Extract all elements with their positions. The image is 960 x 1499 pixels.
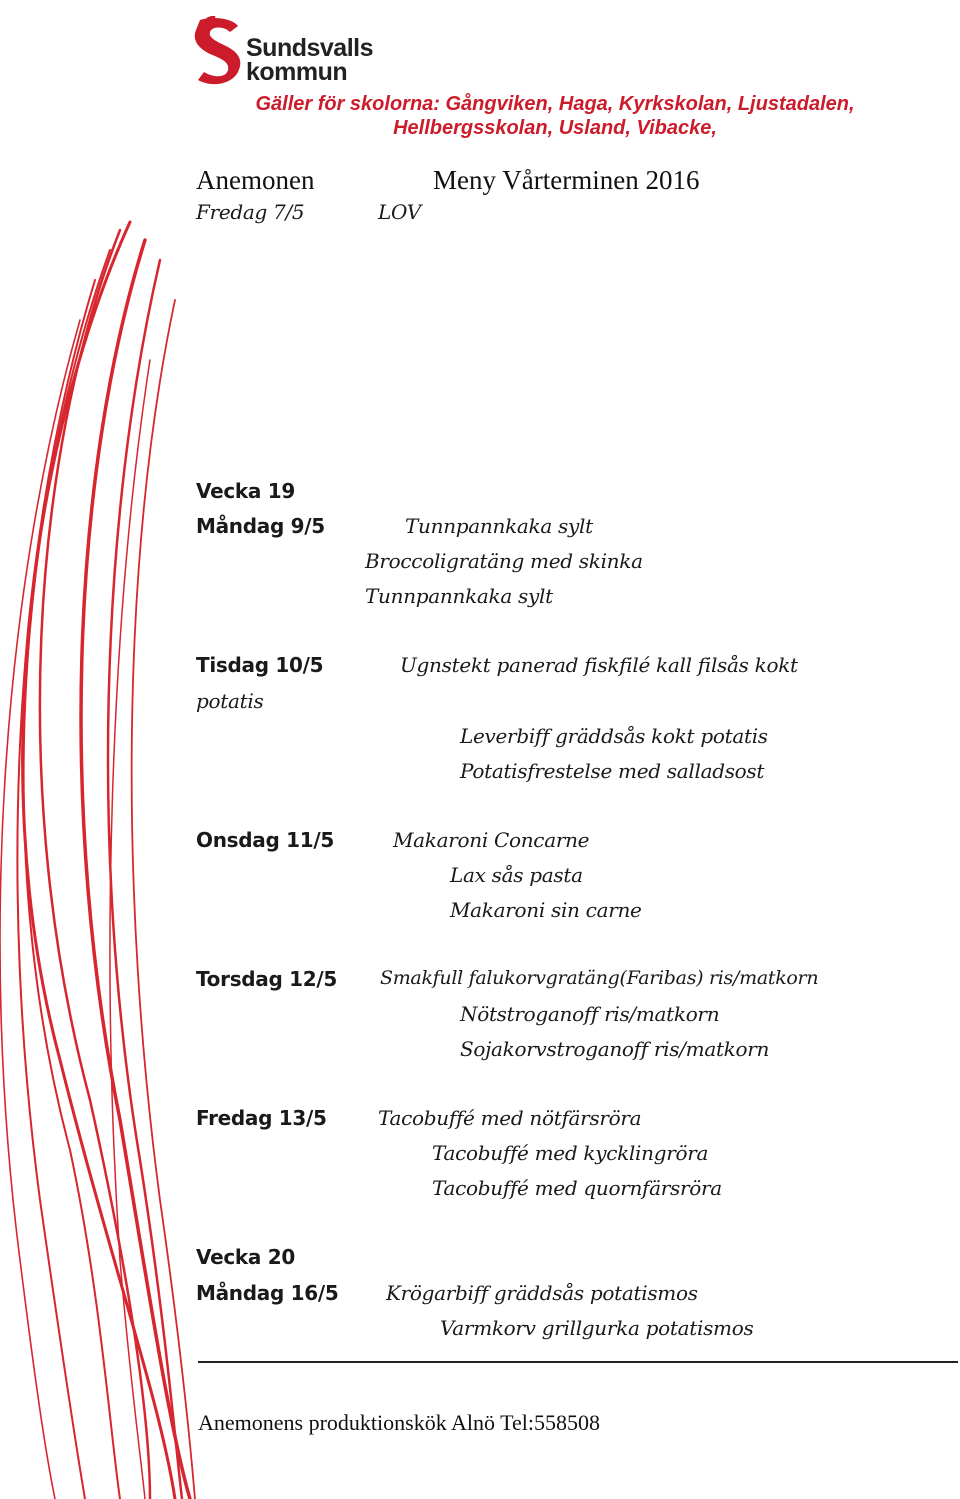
- thursday-12-dish-2: Nötstroganoff ris/matkorn: [460, 1002, 720, 1026]
- monday-16-dish-2: Varmkorv grillgurka potatismos: [440, 1316, 754, 1340]
- monday-16-dish-1: Krögarbiff gräddsås potatismos: [386, 1281, 698, 1305]
- friday-13-dish-2: Tacobuffé med kycklingröra: [432, 1141, 709, 1165]
- week-19-label: Vecka 19: [196, 479, 295, 503]
- tuesday-10-dish-1: Ugnstekt panerad fiskfilé kall filsås kokt: [400, 653, 798, 677]
- tuesday-10-label: Tisdag 10/5: [196, 653, 324, 677]
- week-20-label: Vecka 20: [196, 1245, 295, 1269]
- tuesday-10-dish-3: Potatisfrestelse med salladsost: [460, 759, 765, 783]
- wednesday-11-label: Onsdag 11/5: [196, 828, 334, 852]
- tuesday-10-dish-1-cont: potatis: [196, 689, 264, 713]
- footer-divider: [198, 1361, 958, 1363]
- monday-9-dish-1: Tunnpannkaka sylt: [405, 514, 593, 538]
- logo-wordmark: [246, 36, 373, 84]
- wednesday-11-dish-2: Lax sås pasta: [450, 863, 583, 887]
- thursday-12-dish-3: Sojakorvstroganoff ris/matkorn: [460, 1037, 770, 1061]
- logo-line-2: kommun: [246, 58, 348, 86]
- friday-13-label: Fredag 13/5: [196, 1106, 327, 1130]
- wednesday-11-dish-1: Makaroni Concarne: [393, 828, 590, 852]
- menu-title: Meny Vårterminen 2016: [433, 165, 700, 195]
- schools-line-1: Gäller för skolorna: Gångviken, Haga, Kyrkskolan, Ljustadalen,: [255, 93, 855, 115]
- logo-line-1: Sundsvalls: [246, 34, 373, 62]
- tuesday-10-dish-2: Leverbiff gräddsås kokt potatis: [460, 724, 768, 748]
- monday-9-label: Måndag 9/5: [196, 514, 325, 538]
- wednesday-11-dish-3: Makaroni sin carne: [450, 898, 642, 922]
- thursday-12-dish-1: Smakfull falukorvgratäng(Faribas) ris/matkorn: [380, 967, 819, 989]
- monday-9-dish-2: Broccoligratäng med skinka: [365, 549, 643, 573]
- monday-9-dish-3: Tunnpannkaka sylt: [365, 584, 553, 608]
- free-day-note: LOV: [378, 200, 421, 224]
- monday-16-label: Måndag 16/5: [196, 1281, 339, 1305]
- footer-contact: Anemonens produktionskök Alnö Tel:558508: [198, 1410, 600, 1435]
- schools-notice: [0, 92, 960, 140]
- thursday-12-label: Torsdag 12/5: [196, 967, 338, 991]
- kitchen-name: Anemonen: [196, 165, 315, 195]
- friday-13-dish-3: Tacobuffé med quornfärsröra: [432, 1176, 722, 1200]
- free-day-label: Fredag 7/5: [196, 200, 305, 224]
- schools-line-2: Hellbergsskolan, Usland, Vibacke,: [393, 117, 717, 139]
- friday-13-dish-1: Tacobuffé med nötfärsröra: [378, 1106, 642, 1130]
